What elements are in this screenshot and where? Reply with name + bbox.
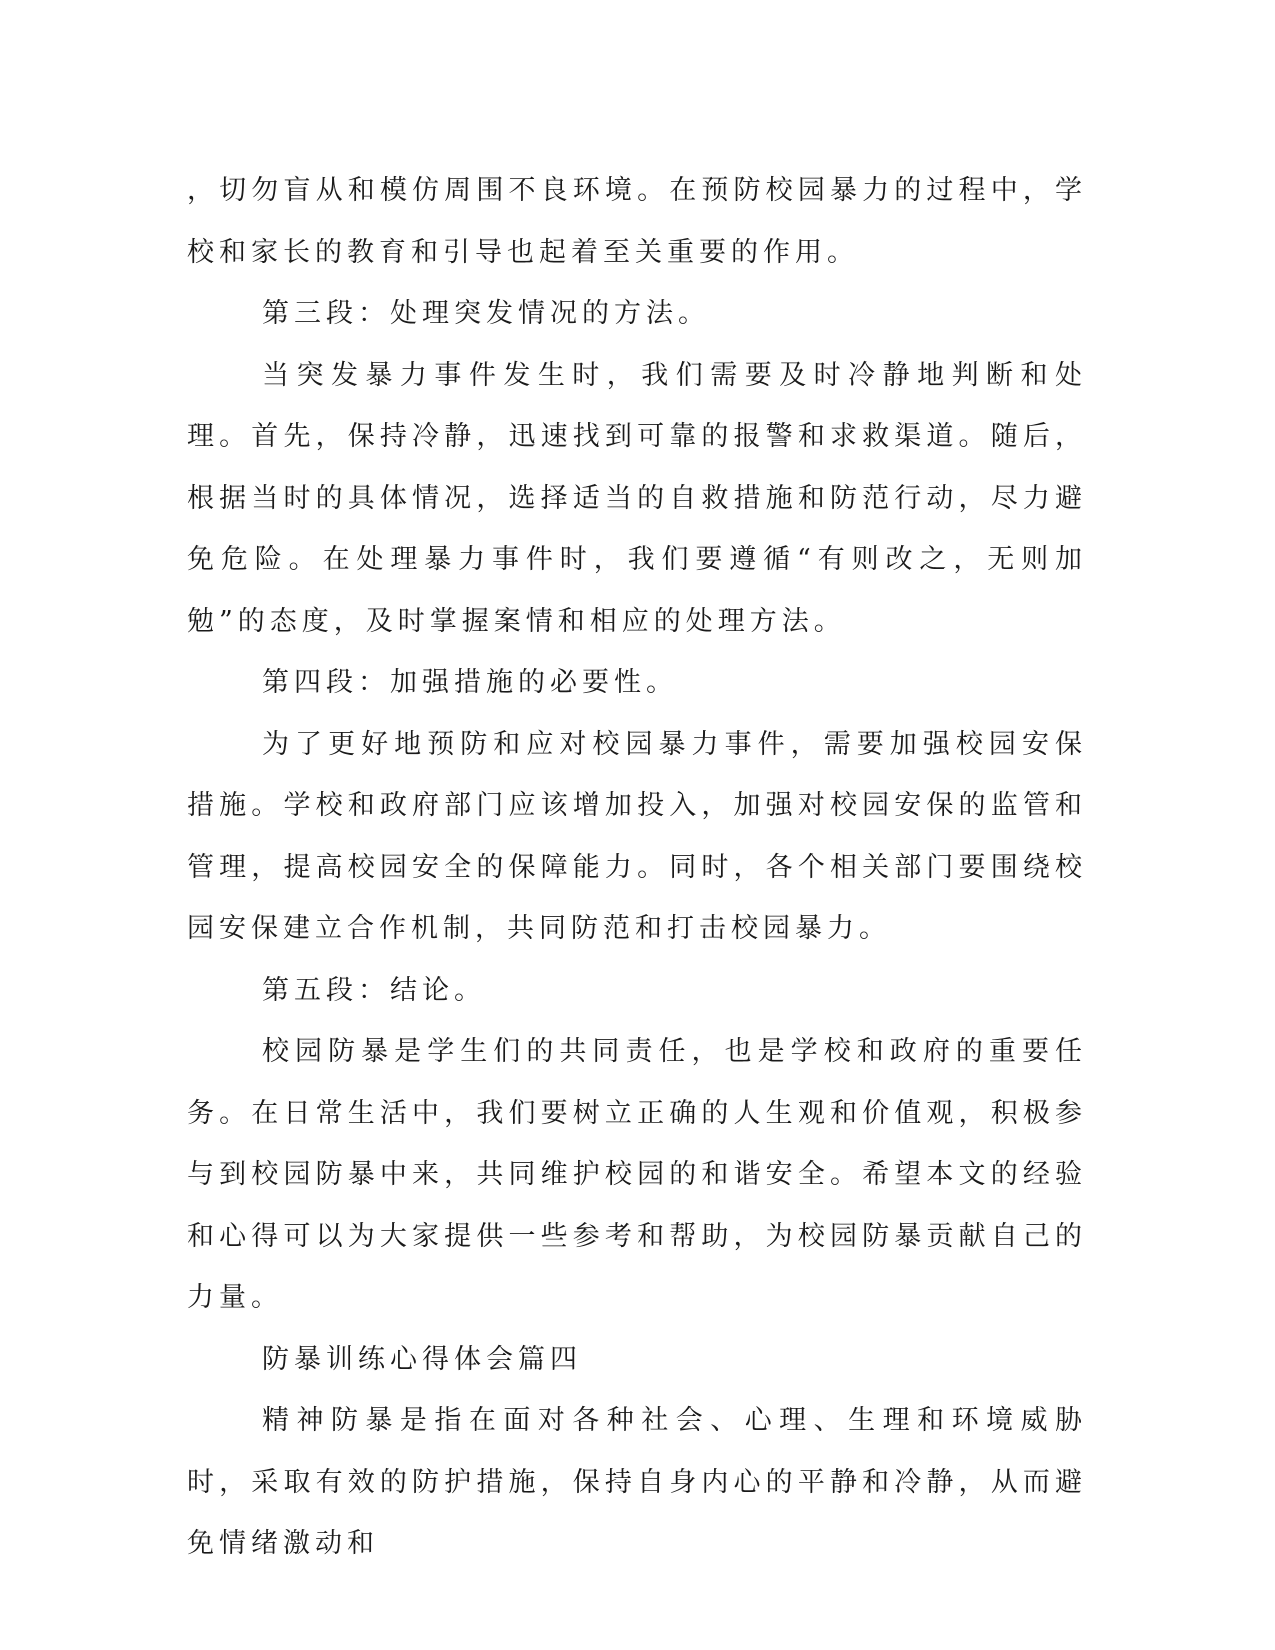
- section-heading-5: 第五段：结论。: [262, 974, 486, 1006]
- article-title-part-4: 防暴训练心得体会篇四: [262, 1343, 582, 1375]
- section-heading-3: 第三段：处理突发情况的方法。: [262, 298, 710, 329]
- paragraph-security-measures: 为了更好地预防和应对校园暴力事件，需要加强校园安保措施。学校和政府部门应该增加投入，加强对校园安保的监管和管理，提高校园安全的保障能力。同时，各个相关部门要围绕校园安保建立合作机制，共同防范和打击校园暴力。: [187, 728, 1087, 944]
- document-body: [187, 160, 1087, 1575]
- paragraph-continuation: ，切勿盲从和模仿周围不良环境。在预防校园暴力的过程中，学校和家长的教育和引导也起着至关重要的作用。: [187, 175, 1087, 268]
- paragraph-mental-defense: 精神防暴是指在面对各种社会、心理、生理和环境威胁时，采取有效的防护措施，保持自身内心的平静和冷静，从而避免情绪激动和: [187, 1405, 1087, 1559]
- paragraph-emergency-handling: 当突发暴力事件发生时，我们需要及时冷静地判断和处理。首先，保持冷静，迅速找到可靠的报警和求救渠道。随后，根据当时的具体情况，选择适当的自救措施和防范行动，尽力避免危险。在处理暴力事件时，我们要遵循“有则改之，无则加勉”的态度，及时掌握案情和相应的处理方法。: [187, 359, 1087, 637]
- paragraph-conclusion: 校园防暴是学生们的共同责任，也是学校和政府的重要任务。在日常生活中，我们要树立正确的人生观和价值观，积极参与到校园防暴中来，共同维护校园的和谐安全。希望本文的经验和心得可以为大家提供一些参考和帮助，为校园防暴贡献自己的力量。: [187, 1036, 1087, 1313]
- section-heading-4: 第四段：加强措施的必要性。: [262, 667, 678, 698]
